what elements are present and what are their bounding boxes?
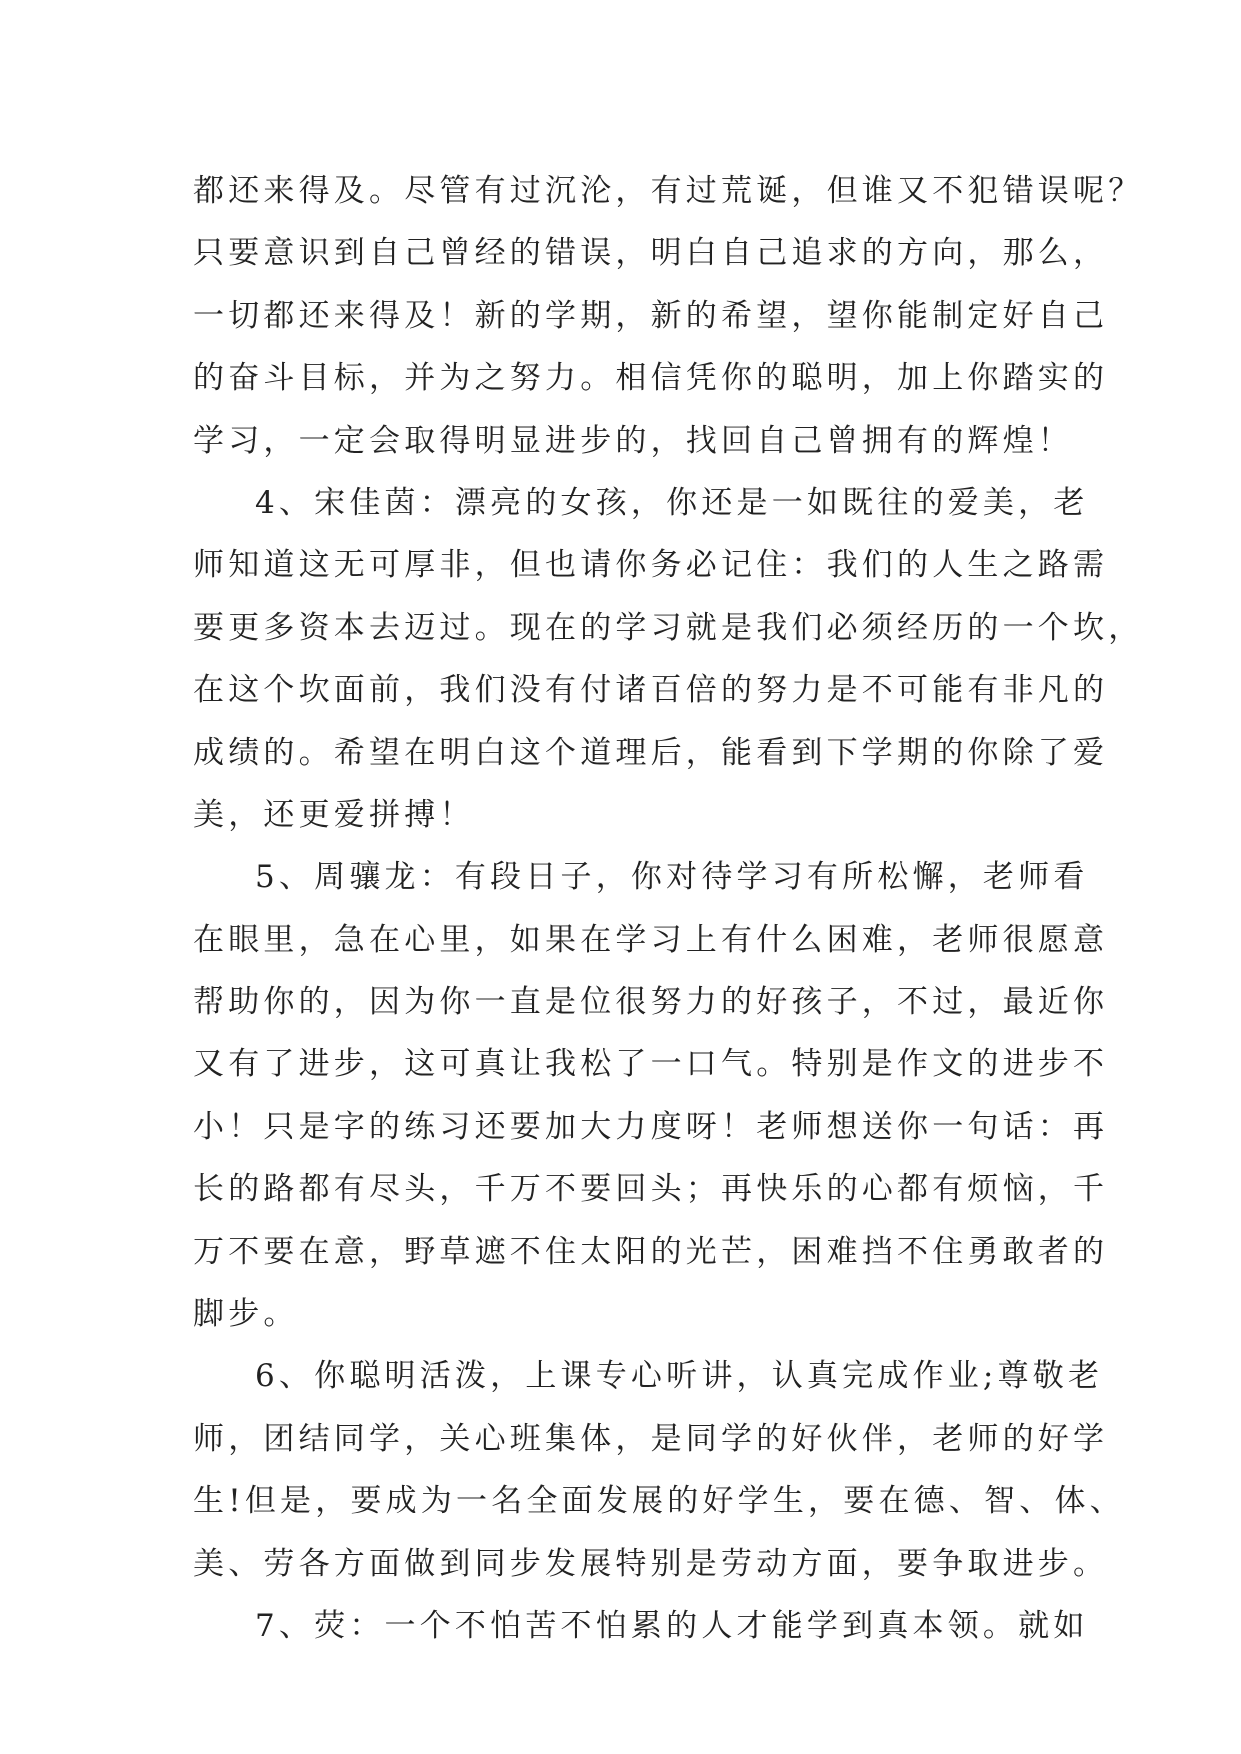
- document-body: [193, 160, 1144, 1657]
- text-line: 长的路都有尽头，千万不要回头；再快乐的心都有烦恼，千: [193, 1171, 1109, 1208]
- text-line: 的奋斗目标，并为之努力。相信凭你的聪明，加上你踏实的: [193, 360, 1109, 397]
- paragraph-start-line: 4、宋佳茵：漂亮的女孩，你还是一如既往的爱美，老: [255, 484, 1089, 521]
- text-line: 学习，一定会取得明显进步的，找回自己曾拥有的辉煌！: [193, 422, 1073, 459]
- text-line: 脚步。: [193, 1296, 299, 1333]
- text-line: 成绩的。希望在明白这个道理后，能看到下学期的你除了爱: [193, 734, 1109, 771]
- text-line: 万不要在意，野草遮不住太阳的光芒，困难挡不住勇敢者的: [193, 1233, 1109, 1270]
- text-line: 美，还更爱拼搏！: [193, 796, 475, 833]
- text-line: 在眼里，急在心里，如果在学习上有什么困难，老师很愿意: [193, 921, 1109, 958]
- text-line: 只要意识到自己曾经的错误，明白自己追求的方向，那么，: [193, 235, 1109, 272]
- text-line: 又有了进步，这可真让我松了一口气。特别是作文的进步不: [193, 1046, 1109, 1083]
- paragraph-start-line: 6、你聪明活泼，上课专心听讲，认真完成作业;尊敬老: [255, 1358, 1104, 1395]
- paragraph-start-line: 5、周骧龙：有段日子，你对待学习有所松懈，老师看: [255, 859, 1089, 896]
- text-line: 师，团结同学，关心班集体，是同学的好伙伴，老师的好学: [193, 1420, 1109, 1457]
- text-line: 小！只是字的练习还要加大力度呀！老师想送你一句话：再: [193, 1108, 1109, 1145]
- text-line: 师知道这无可厚非，但也请你务必记住：我们的人生之路需: [193, 547, 1109, 584]
- text-line: 美、劳各方面做到同步发展特别是劳动方面，要争取进步。: [193, 1545, 1109, 1582]
- text-line: 帮助你的，因为你一直是位很努力的好孩子，不过，最近你: [193, 984, 1109, 1021]
- text-line: 在这个坎面前，我们没有付诸百倍的努力是不可能有非凡的: [193, 672, 1109, 709]
- paragraph-start-line: 7、荧：一个不怕苦不怕累的人才能学到真本领。就如: [255, 1607, 1089, 1644]
- text-line: 要更多资本去迈过。现在的学习就是我们必须经历的一个坎，: [193, 609, 1144, 646]
- text-line: 都还来得及。尽管有过沉沦，有过荒诞，但谁又不犯错误呢？: [193, 173, 1144, 209]
- text-line: 一切都还来得及！新的学期，新的希望，望你能制定好自己: [193, 297, 1109, 334]
- text-line: 生!但是，要成为一名全面发展的好学生，要在德、智、体、: [193, 1483, 1125, 1520]
